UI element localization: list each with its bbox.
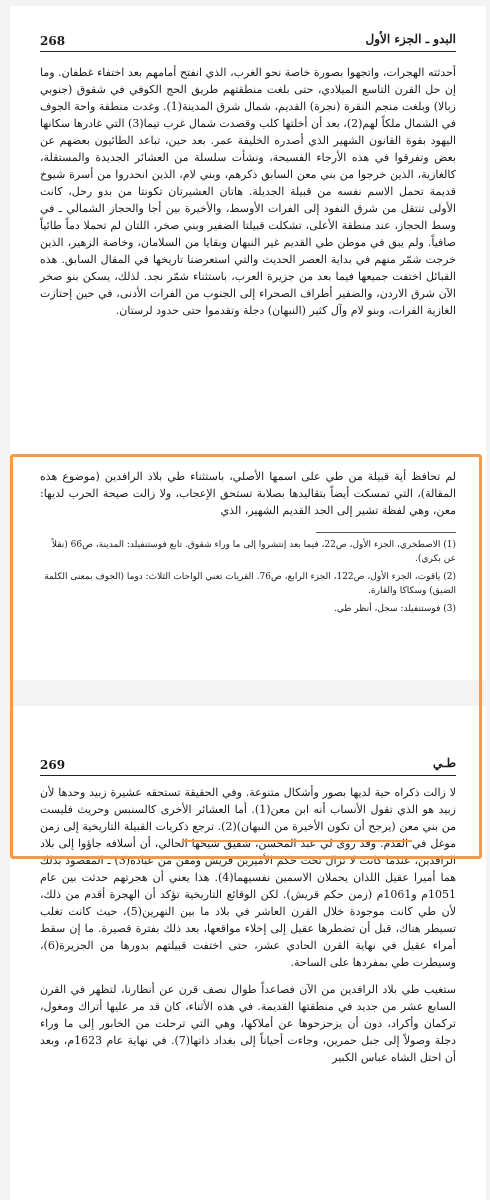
page-number: 269 [40, 758, 66, 772]
footnote: (3) فوستنفيلد: سجل، أنظر طي. [333, 604, 456, 614]
paragraph: لا زالت ذكراه حية لديها بصور وأشكال متنوعة. وفي الحقيقة تستحقه عشيرة زبيد وحدها لأن زبيد هو الذي تقول الأنساب أنه ابن معن(1). أما العشائر الأخرى كالسنبس وحريث فليست من بني معن (يرجح أن تكون الأخيرة من النبهان)(2). ترجع ذكريات القبيلة التاريخية إلى زمن موغل في القدم. وقد روى لي عبد المحسن، شقيق شيخها الحالي، أن أسلافه جاؤوا إلى بلاد الرافدين، عندما كانت لا تزال تحت حكم الأميرين قريش ومقن من عبادة(3) ـ المقصود بذلك هما أميرا عقيل اللذان يحملان الاسمين نفسيهما(4). هذا يعني أن هجرتهم حدثت بين عام 1051م و1061م (زمن حكم قريش). لكن الوقائع التاريخية تؤكد أن الهجرة أقدم من ذلك، لأن طي كانت موجودة خلال القرن العاشر في بلاد ما بين النهرين(5)، حيث كانت تغلب تسيطر هناك، قبل أن تضطرها عقيل إلى إخلاء مواقعها، بعد ذلك بفترة قصيرة. ما إن سقط أمراء عقيل في نهاية القرن الحادي عشر، حتى اختفت قبيلتهم بدورها من الجزيرة(6)، وسيطرت طي بمفردها على الساحة. [40, 786, 457, 969]
footnote: (2) ياقوت، الجزء الأول، ص122، الجزء الرابع، ص76. القريات تعني الواحات الثلاث: دوما (الجوف بمعنى الكلمة الضيق) وسكاكا والقارة. [44, 572, 456, 596]
paragraph: لم تحافظ أية قبيلة من طي على اسمها الأصلي، باستثناء طي بلاد الرافدين (موضوع هذه المقالة)، التي تمسكت أيضاً بتقاليدها بصلابة تستحق الإعجاب، ولا زالت صيحة الحرب لديها: معن، وهي لفظة تشير إلى الجد القديم الشهير، الذي [40, 470, 456, 517]
highlight-underline [182, 840, 412, 842]
body-text [40, 64, 456, 319]
highlight-underline [36, 856, 156, 858]
highlight-box [10, 454, 482, 859]
running-title: البدو ـ الجزء الأول [365, 32, 456, 46]
footnote: (1) الاصطخري، الجزء الأول، ص22، فيما بعد إنتشروا إلى ما وراء شقوق. تابع فوستنفيلد: المدينة، ص66 (نقلاً عن بكري). [51, 540, 456, 564]
paragraph: ستغيب طي بلاد الرافدين من الآن فصاعداً طوال نصف قرن عن أنظارنا، لتظهر في القرن السابع عشر من جديد في منطقتها القديمة. في هذه الأثناء، كان قد مر عليها أتراك ومغول، تركمان وأكراد، دون أن يزحزحوها عن أملاكها، وهي التي ترحلت من الخابور إلى ما وراء دجلة وصولاً إلى جبل حمرين، وجاءت أحياناً إلى بغداد ذاتها(7). في نهاية عام 1623م، وبعد أن احتل الشاه عباس الكبير [40, 983, 457, 1064]
page-number: 268 [40, 34, 66, 48]
running-title: طـي [432, 756, 456, 770]
paragraph: أحدثته الهجرات، واتجهوا بصورة خاصة نحو الغرب، الذي انفتح أمامهم بعد اختفاء غطفان. وما إن حل القرن التاسع الميلادي، حتى بلغت منطقتهم طريق الحج الكوفي في شقوق (جنوبي زبالا) وبلغت منجم النقرة (نجرة) القديم، شمال شرق المدينة(1). وغدت منطقة واحة الجوف في الشمال ملكاً لهم(2)، بعد أن أخلتها كلب وقصدت شمال غرب تيما(3) التي غادرها سكانها اليهود بقوة القانون الشهير الذي أصدره الخليفة عمر. بعد حين، تباعد الطائيون بعضهم عن بعض وتفرقوا في هذه الأرجاء الفسيحة، ونشأت سلسلة من العشائر الجديدة والمستقلة، كالغازية، الذين خرجوا من بني معن السابق ذكرهم، وبني لام، الذين انحدروا من أسرة شيوخ قديمة تحمل الاسم نفسه من قبيلة الجديلة. هاتان العشيرتان تكونتا من بدو رحل، كانت الأولى تنتقل من شرق النفود إلى الفرات الأوسط، والأخيرة بين أجا والحجاز الشمالي ـ في وسط الحجاز، عند منطقة الأعلى، تشكلت قبيلتا الضفير وبني صخر، اللتان لم تحملا دماً طائياً صافياً. ولم يبق في موطن طي القديم غير النبهان وبقايا من السلامان، وخاصة الزهير، الذين خرجت شمّر منهم في بداية العصر الحديث والتي استعرضنا تاريخها في المقال السابق. هذه القبائل اختفت جميعها فيما بعد من جزيرة العرب، باستثناء شمّر نجد. لذلك، يسكن بنو صخر الآن شرق الاردن، والضفير أطراف الصحراء إلى الجنوب من الفرات الأدنى، في حين إحتازت الغازية الفرات، وبنو لام وآل كثير (النبهان) دجلة وتقدموا حتى حدود لرستان. [40, 66, 456, 317]
header-rule [40, 51, 456, 52]
page-header [40, 28, 456, 52]
